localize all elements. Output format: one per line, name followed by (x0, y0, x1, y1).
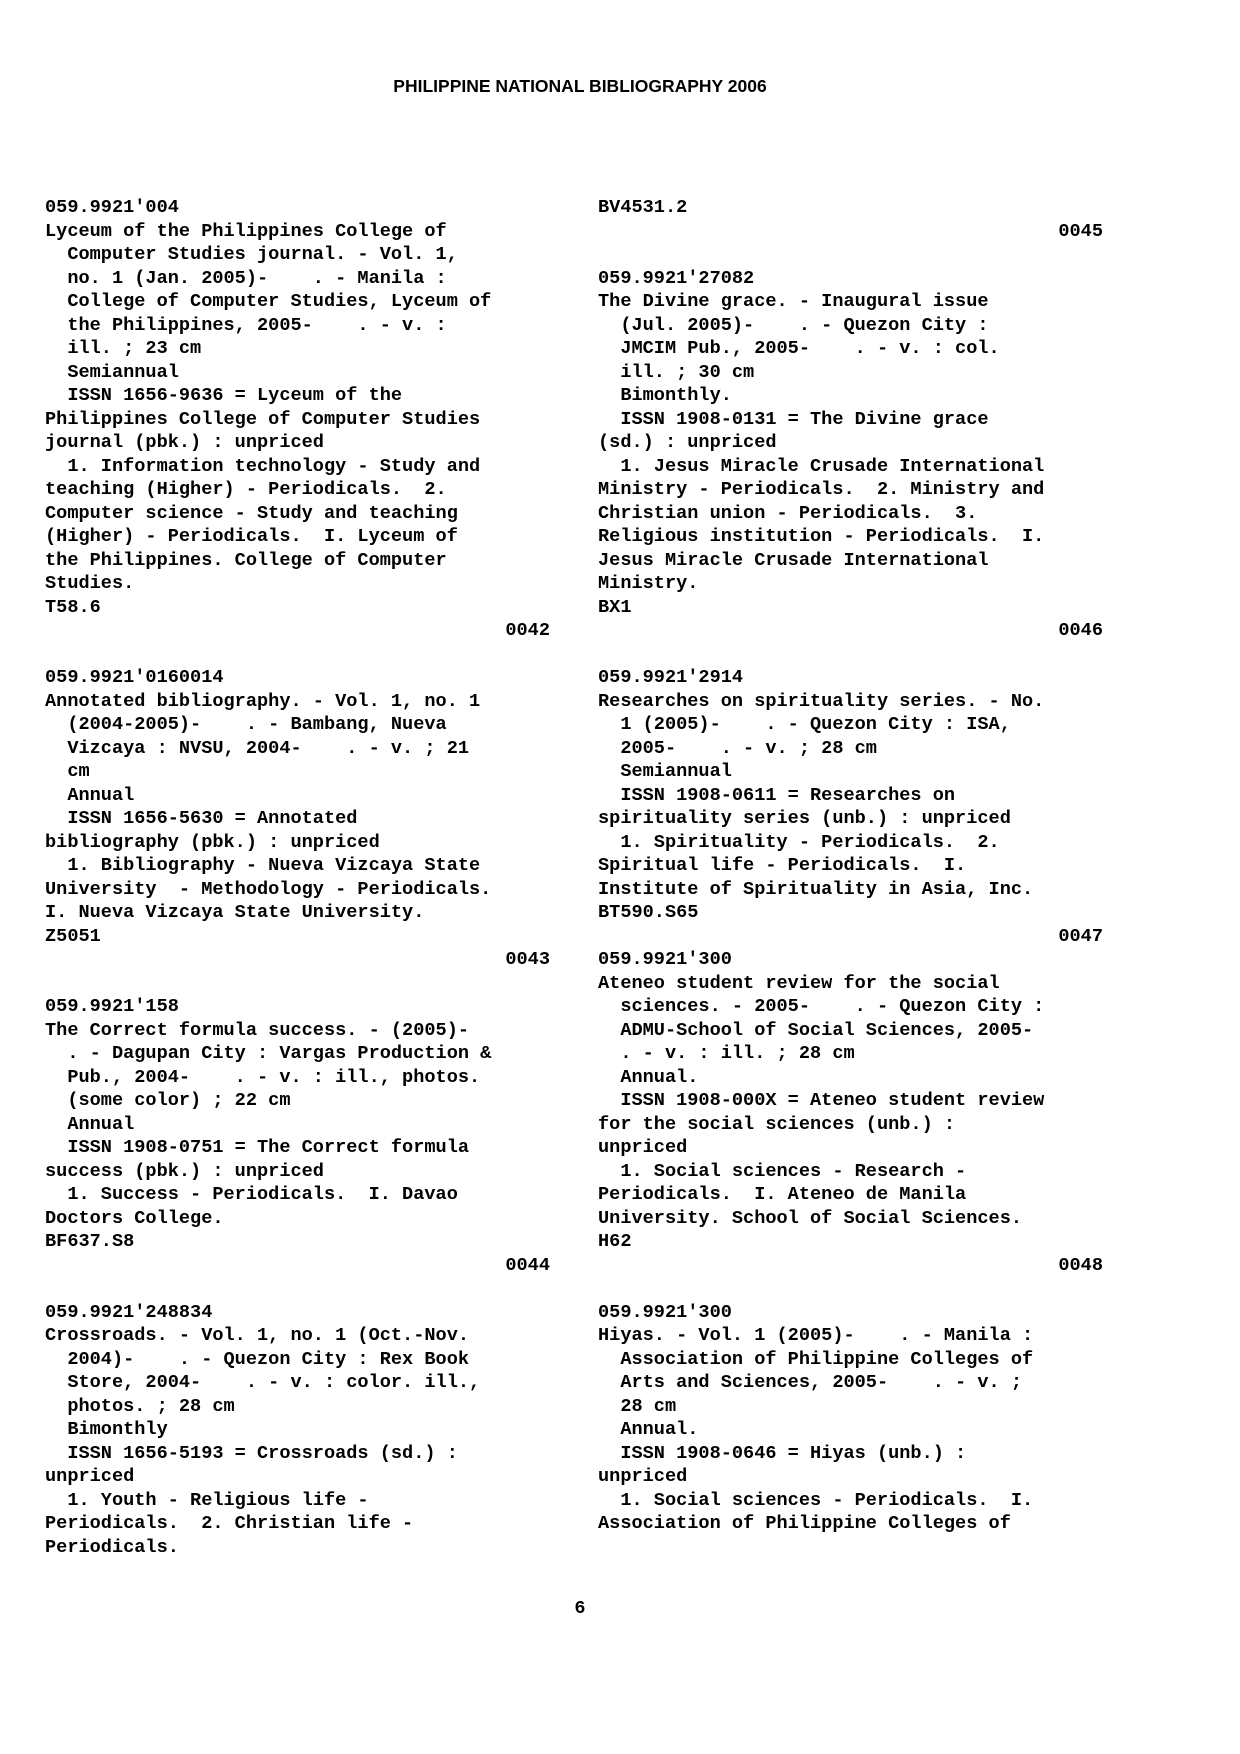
entry-line: ADMU-School of Social Sciences, 2005- (598, 1019, 1034, 1041)
entry-line: Ministry. (598, 573, 699, 594)
entry-line: 1. Jesus Miracle Crusade International (598, 455, 1045, 477)
entry-line: ill. ; 30 cm (598, 361, 755, 383)
entry-number: 0043 (505, 949, 550, 970)
blank-line (45, 1277, 550, 1301)
entry-line: 1. Spirituality - Periodicals. 2. (598, 831, 1000, 853)
blank-line (598, 643, 1103, 667)
entry-line: University. School of Social Sciences. (598, 1207, 1023, 1229)
entry-line: Store, 2004- . - v. : color. ill., (45, 1372, 481, 1393)
entry-line: ISSN 1656-5193 = Crossroads (sd.) : (45, 1442, 458, 1464)
entry-line: H62 (598, 1231, 632, 1252)
entry-line: 1. Success - Periodicals. I. Davao (45, 1184, 458, 1205)
entry-line: ISSN 1908-0131 = The Divine grace (598, 408, 989, 430)
entry-line: 28 cm (598, 1395, 677, 1417)
entry-line: Association of Philippine Colleges of (598, 1513, 1011, 1534)
entry-line: 059.9921'300 (598, 949, 732, 970)
entry-line: I. Nueva Vizcaya State University. (45, 902, 425, 923)
entry-line: Hiyas. - Vol. 1 (2005)- . - Manila : (598, 1325, 1034, 1346)
entry-line: (2004-2005)- . - Bambang, Nueva (45, 714, 447, 735)
entry-line: unpriced (45, 1466, 135, 1487)
entry-line: 1. Information technology - Study and (45, 455, 481, 477)
entry-line: . - v. : ill. ; 28 cm (598, 1043, 855, 1064)
entry-line: cm (45, 761, 90, 782)
entry-line: Jesus Miracle Crusade International (598, 549, 989, 571)
entry-line: 1. Social sciences - Research - (598, 1160, 967, 1182)
entry-line: The Divine grace. - Inaugural issue (598, 291, 989, 312)
entry-line: Annual. (598, 1066, 699, 1088)
entry-line: (some color) ; 22 cm (45, 1090, 291, 1111)
entry-line: Institute of Spirituality in Asia, Inc. (598, 878, 1034, 900)
entry-line: 059.9921'158 (45, 996, 179, 1017)
entry-line: (Jul. 2005)- . - Quezon City : (598, 314, 989, 336)
entry-line: University - Methodology - Periodicals. (45, 878, 492, 900)
entry-line: . - Dagupan City : Vargas Production & (45, 1043, 492, 1064)
entry-line: Pub., 2004- . - v. : ill., photos. (45, 1066, 481, 1088)
entry-line: (sd.) : unpriced (598, 432, 777, 453)
entry-line: ISSN 1908-0646 = Hiyas (unb.) : (598, 1442, 967, 1464)
entry-line: Crossroads. - Vol. 1, no. 1 (Oct.-Nov. (45, 1325, 470, 1346)
entry-line: Spiritual life - Periodicals. I. (598, 855, 967, 876)
entry-line: 059.9921'2914 (598, 667, 744, 688)
entry-line: Computer science - Study and teaching (45, 502, 458, 524)
entry-line: Bimonthly. (598, 385, 732, 406)
entry-line: ISSN 1656-5630 = Annotated (45, 808, 358, 829)
entry-number: 0044 (505, 1254, 550, 1276)
entry-line: JMCIM Pub., 2005- . - v. : col. (598, 338, 1000, 359)
entry-line: Bimonthly (45, 1419, 168, 1440)
page-number: 6 (574, 1598, 586, 1619)
entry-line: the Philippines, 2005- . - v. : (45, 314, 447, 336)
entry-line: Z5051 (45, 925, 101, 947)
entry-line: 1. Social sciences - Periodicals. I. (598, 1489, 1034, 1511)
entry-line: Periodicals. (45, 1536, 179, 1558)
entry-line: Annual (45, 1113, 135, 1135)
entry-line: The Correct formula success. - (2005)- (45, 1019, 470, 1041)
entry-line: Doctors College. (45, 1207, 224, 1229)
entry-line: ISSN 1908-0751 = The Correct formula (45, 1137, 470, 1158)
entry-line: Christian union - Periodicals. 3. (598, 502, 978, 524)
entry-line: ill. ; 23 cm (45, 338, 202, 359)
entry-line: BX1 (598, 596, 632, 618)
entry-line: ISSN 1656-9636 = Lyceum of the (45, 385, 403, 406)
entry-line: Semiannual (45, 361, 179, 383)
entry-line: Vizcaya : NVSU, 2004- . - v. ; 21 (45, 737, 470, 759)
entry-line: 2004)- . - Quezon City : Rex Book (45, 1348, 470, 1370)
entry-number: 0045 (1058, 220, 1103, 242)
blank-line (598, 1277, 1103, 1301)
entry-line: BF637.S8 (45, 1231, 135, 1252)
entry-number: 0042 (505, 620, 550, 641)
entry-line: Lyceum of the Philippines College of (45, 220, 447, 242)
entry-line: Ateneo student review for the social (598, 972, 1000, 994)
entry-line: Periodicals. I. Ateneo de Manila (598, 1184, 967, 1205)
entry-line: 1 (2005)- . - Quezon City : ISA, (598, 714, 1011, 735)
entry-line: Studies. (45, 573, 135, 594)
blank-line (45, 643, 550, 667)
entry-line: Researches on spirituality series. - No. (598, 690, 1045, 712)
entry-line: Periodicals. 2. Christian life - (45, 1513, 414, 1534)
entry-line: T58.6 (45, 596, 101, 618)
entry-number: 0047 (1058, 925, 1103, 947)
entry-line: Annual (45, 784, 135, 806)
entry-line: ISSN 1908-000X = Ateneo student review (598, 1090, 1045, 1111)
entry-line: Semiannual (598, 761, 732, 782)
entry-line: BT590.S65 (598, 902, 699, 923)
entry-line: photos. ; 28 cm (45, 1395, 235, 1417)
entry-line: teaching (Higher) - Periodicals. 2. (45, 479, 447, 500)
entry-line: 2005- . - v. ; 28 cm (598, 737, 877, 759)
entry-line: bibliography (pbk.) : unpriced (45, 831, 380, 853)
entry-line: 059.9921'300 (598, 1301, 732, 1323)
entry-line: ISSN 1908-0611 = Researches on (598, 784, 956, 806)
entry-line: 059.9921'248834 (45, 1301, 213, 1323)
entry-line: College of Computer Studies, Lyceum of (45, 291, 492, 312)
entry-line: Ministry - Periodicals. 2. Ministry and (598, 479, 1045, 500)
entry-line: 059.9921'004 (45, 197, 179, 218)
entry-line: Religious institution - Periodicals. I. (598, 526, 1045, 547)
entry-line: Computer Studies journal. - Vol. 1, (45, 244, 458, 265)
entry-number: 0048 (1058, 1254, 1103, 1276)
page-title: PHILIPPINE NATIONAL BIBLIOGRAPHY 2006 (393, 76, 767, 96)
entry-line: Association of Philippine Colleges of (598, 1348, 1034, 1370)
entry-line: Annual. (598, 1419, 699, 1440)
right-column (598, 196, 1103, 1536)
entry-line: Philippines College of Computer Studies (45, 408, 481, 430)
entry-line: sciences. - 2005- . - Quezon City : (598, 996, 1045, 1017)
entry-number: 0046 (1058, 620, 1103, 641)
entry-line: journal (pbk.) : unpriced (45, 432, 324, 453)
entry-line: Arts and Sciences, 2005- . - v. ; (598, 1372, 1023, 1393)
entry-line: the Philippines. College of Computer (45, 549, 447, 571)
entry-line: no. 1 (Jan. 2005)- . - Manila : (45, 267, 447, 289)
blank-line (45, 972, 550, 996)
entry-line: for the social sciences (unb.) : (598, 1113, 956, 1135)
entry-line: spirituality series (unb.) : unpriced (598, 808, 1011, 829)
entry-line: BV4531.2 (598, 197, 688, 218)
entry-line: 1. Bibliography - Nueva Vizcaya State (45, 855, 481, 876)
entry-line: Annotated bibliography. - Vol. 1, no. 1 (45, 690, 481, 712)
entry-line: unpriced (598, 1137, 688, 1158)
blank-line (598, 243, 1103, 267)
entry-line: (Higher) - Periodicals. I. Lyceum of (45, 526, 458, 547)
entry-line: success (pbk.) : unpriced (45, 1160, 324, 1182)
left-column (45, 196, 550, 1559)
entry-line: 059.9921'27082 (598, 267, 755, 289)
entry-line: unpriced (598, 1466, 688, 1487)
entry-line: 1. Youth - Religious life - (45, 1489, 369, 1511)
entry-line: 059.9921'0160014 (45, 667, 224, 688)
